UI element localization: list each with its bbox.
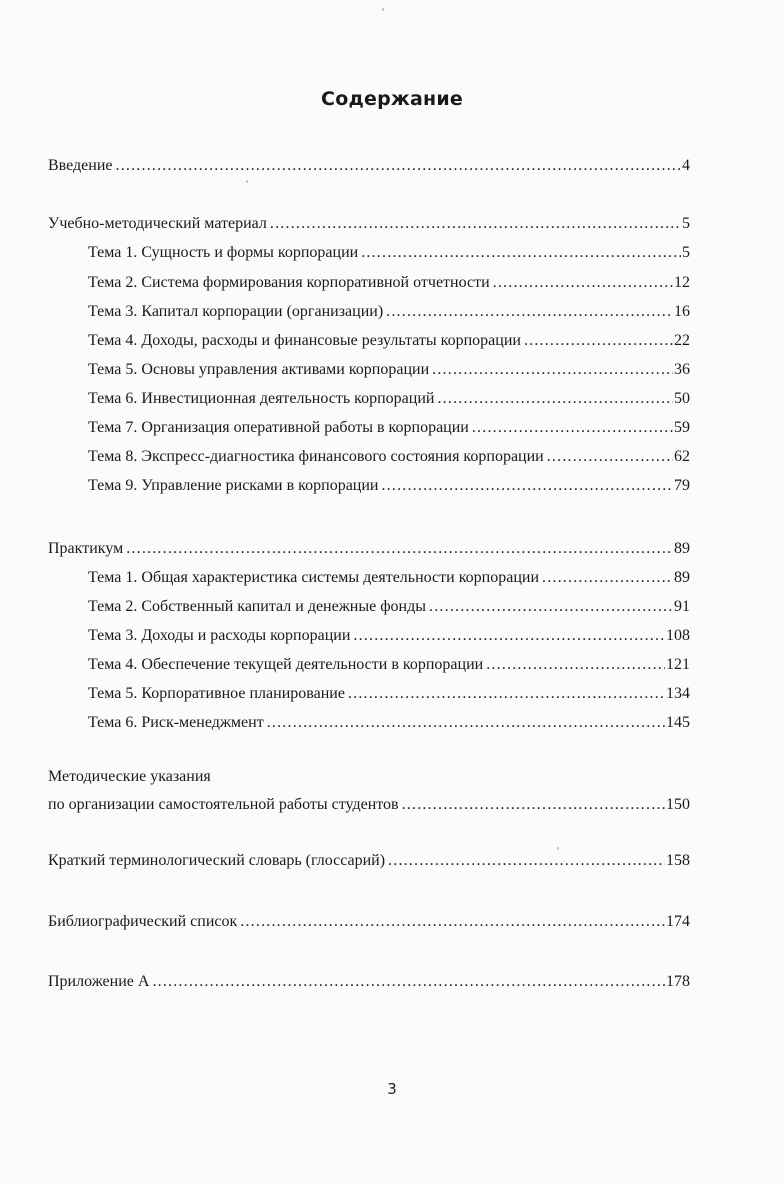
dot-leader: [429, 597, 673, 617]
toc-section-practicum[interactable]: [48, 539, 690, 559]
toc-subentry[interactable]: [88, 626, 690, 646]
toc-entry-page: 59: [674, 419, 690, 436]
toc-entry-page: 16: [674, 303, 690, 320]
toc-subentry[interactable]: [88, 684, 690, 704]
toc-entry-label: Тема 6. Инвестиционная деятельность корпораций: [88, 390, 435, 407]
dot-leader: [386, 302, 673, 322]
toc-subentry[interactable]: [88, 389, 690, 409]
toc-subentry[interactable]: [88, 597, 690, 617]
toc-entry-label: Тема 5. Основы управления активами корпорации: [88, 361, 430, 378]
toc-entry-bibliography[interactable]: [48, 912, 690, 932]
toc-entry-page: 145: [666, 714, 690, 731]
toc-entry-page: 108: [666, 627, 690, 644]
dot-leader: [524, 331, 673, 351]
toc-entry-page: 36: [674, 361, 690, 378]
toc-subentry[interactable]: [88, 243, 690, 263]
toc-entry-page: 178: [666, 973, 690, 990]
toc-entry-page: 89: [674, 540, 690, 557]
toc-entry-page: 91: [674, 598, 690, 615]
toc-entry-label: Тема 1. Общая характеристика системы деятельности корпорации: [88, 569, 539, 586]
toc-entry-label: Библиографический список: [48, 913, 238, 930]
toc-entry-label: Тема 6. Риск-менеджмент: [88, 714, 264, 731]
dot-leader: [493, 273, 673, 293]
toc-entry-page: 62: [674, 448, 690, 465]
dot-leader: [542, 568, 673, 588]
dot-leader: [361, 243, 681, 263]
dot-leader: [152, 972, 665, 992]
dot-leader: [381, 476, 673, 496]
scan-speck: [382, 8, 384, 11]
toc-entry-label: Тема 3. Доходы и расходы корпорации: [88, 627, 351, 644]
dot-leader: [353, 626, 665, 646]
page-number: 3: [387, 1080, 397, 1098]
toc-entry-label: Тема 9. Управление рисками в корпорации: [88, 477, 379, 494]
dot-leader: [402, 795, 665, 815]
dot-leader: [432, 360, 673, 380]
toc-entry-page: 5: [682, 244, 690, 261]
toc-entry-label: Тема 4. Обеспечение текущей деятельности в корпорации: [88, 656, 484, 673]
dot-leader: [348, 684, 665, 704]
toc-entry-label: Практикум: [48, 540, 124, 557]
toc-subentry[interactable]: [88, 713, 690, 733]
toc-entry-page: 12: [674, 274, 690, 291]
scan-speck: [246, 180, 248, 183]
dot-leader: [388, 851, 665, 871]
page-title: Содержание: [321, 88, 463, 110]
dot-leader: [472, 418, 673, 438]
scan-speck: [557, 847, 559, 850]
toc-entry-label: Учебно-методический материал: [48, 215, 267, 232]
toc-entry-glossary[interactable]: [48, 851, 690, 871]
toc-entry-label: Тема 2. Система формирования корпоративной отчетности: [88, 274, 490, 291]
toc-entry-page: 150: [666, 796, 690, 813]
dot-leader: [240, 912, 665, 932]
toc-entry-appendix[interactable]: [48, 972, 690, 992]
toc-entry-page: 5: [682, 215, 690, 232]
dot-leader: [547, 447, 673, 467]
toc-entry-page: 4: [682, 157, 690, 174]
toc-subentry[interactable]: [88, 476, 690, 496]
toc-entry-label: по организации самостоятельной работы студентов: [48, 796, 399, 813]
toc-entry-label: Тема 3. Капитал корпорации (организации): [88, 303, 384, 320]
toc-entry-label: Введение: [48, 157, 113, 174]
dot-leader: [116, 156, 682, 176]
toc-entry-page: 89: [674, 569, 690, 586]
toc-entry-label: Приложение А: [48, 973, 150, 990]
dot-leader: [267, 713, 665, 733]
toc-subentry[interactable]: [88, 418, 690, 438]
toc-entry-page: 79: [674, 477, 690, 494]
toc-entry-guidelines-line1[interactable]: Методические указания: [48, 768, 211, 785]
toc-entry-page: 158: [666, 852, 690, 869]
toc-subentry[interactable]: [88, 655, 690, 675]
toc-subentry[interactable]: [88, 568, 690, 588]
toc-entry-label: Тема 8. Экспресс-диагностика финансового состояния корпорации: [88, 448, 544, 465]
toc-entry-label: Тема 4. Доходы, расходы и финансовые результаты корпорации: [88, 332, 521, 349]
toc-entry-page: 121: [666, 656, 690, 673]
toc-subentry[interactable]: [88, 302, 690, 322]
toc-entry-page: 50: [674, 390, 690, 407]
toc-entry-page: 134: [666, 685, 690, 702]
toc-entry-page: 22: [674, 332, 690, 349]
toc-entry-intro[interactable]: [48, 156, 690, 176]
dot-leader: [270, 214, 681, 234]
dot-leader: [486, 655, 665, 675]
toc-section-study-material[interactable]: [48, 214, 690, 234]
dot-leader: [437, 389, 673, 409]
toc-subentry[interactable]: [88, 331, 690, 351]
toc-entry-label: Тема 1. Сущность и формы корпорации: [88, 244, 359, 261]
toc-entry-label: Тема 7. Организация оперативной работы в корпорации: [88, 419, 469, 436]
dot-leader: [126, 539, 673, 559]
toc-subentry[interactable]: [88, 273, 690, 293]
toc-entry-label: Краткий терминологический словарь (глоссарий): [48, 852, 386, 869]
toc-entry-guidelines[interactable]: [48, 795, 690, 815]
toc-entry-label: Тема 2. Собственный капитал и денежные фонды: [88, 598, 427, 615]
toc-subentry[interactable]: [88, 360, 690, 380]
toc-entry-page: 174: [666, 913, 690, 930]
toc-entry-label: Тема 5. Корпоративное планирование: [88, 685, 345, 702]
toc-subentry[interactable]: [88, 447, 690, 467]
